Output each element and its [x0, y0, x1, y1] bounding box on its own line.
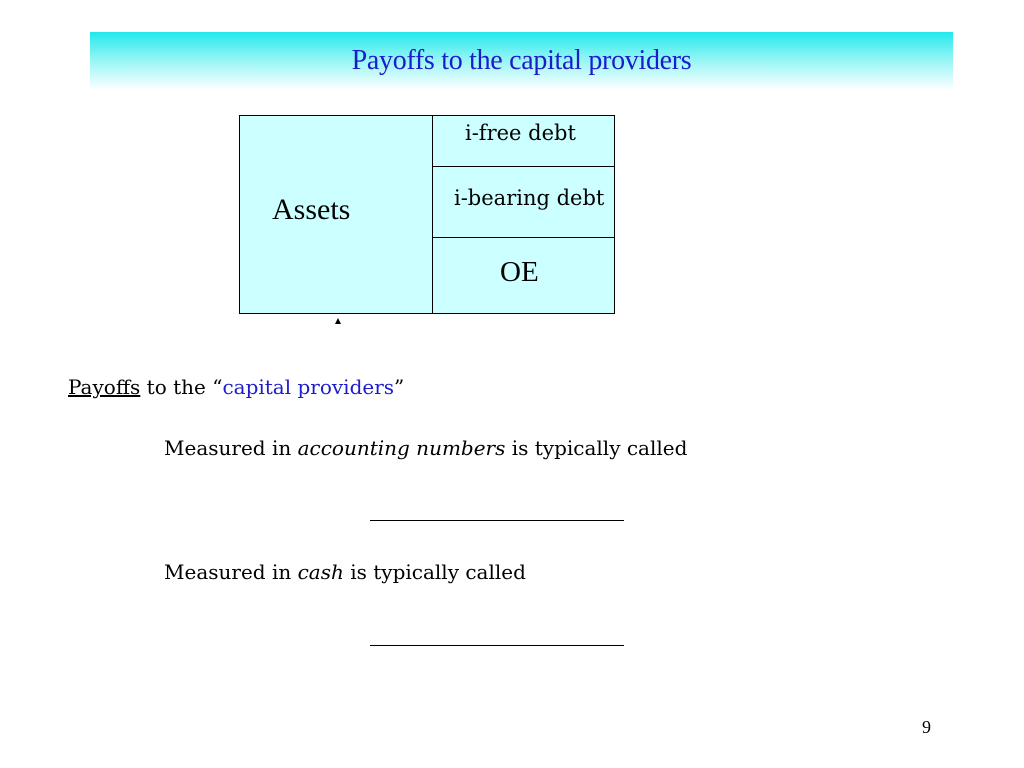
oe-label: OE — [500, 256, 539, 288]
small-arrow-mark — [335, 318, 341, 324]
accounting-end: is typically called — [505, 436, 688, 460]
cash-start: Measured in — [164, 560, 298, 584]
i-free-debt-label: i-free debt — [465, 121, 576, 145]
i-bearing-debt-label: i-bearing debt — [454, 186, 605, 210]
title-banner — [90, 32, 953, 90]
answer-blank-cash — [370, 645, 624, 646]
cash-end: is typically called — [343, 560, 526, 584]
capital-providers-text: capital providers — [222, 375, 395, 399]
payoffs-end: ” — [394, 375, 405, 399]
answer-blank-accounting — [370, 520, 624, 521]
accounting-start: Measured in — [164, 436, 298, 460]
slide-title: Payoffs to the capital providers — [351, 45, 692, 76]
payoffs-line — [68, 375, 404, 399]
payoffs-underlined: Payoffs — [68, 375, 141, 399]
accounting-line — [164, 436, 687, 460]
page-number: 9 — [922, 717, 931, 737]
cash-line — [164, 560, 526, 584]
assets-label: Assets — [272, 193, 351, 226]
cash-italic: cash — [297, 560, 344, 584]
payoffs-mid: to the “ — [140, 375, 223, 399]
accounting-numbers-italic: accounting numbers — [297, 436, 506, 460]
